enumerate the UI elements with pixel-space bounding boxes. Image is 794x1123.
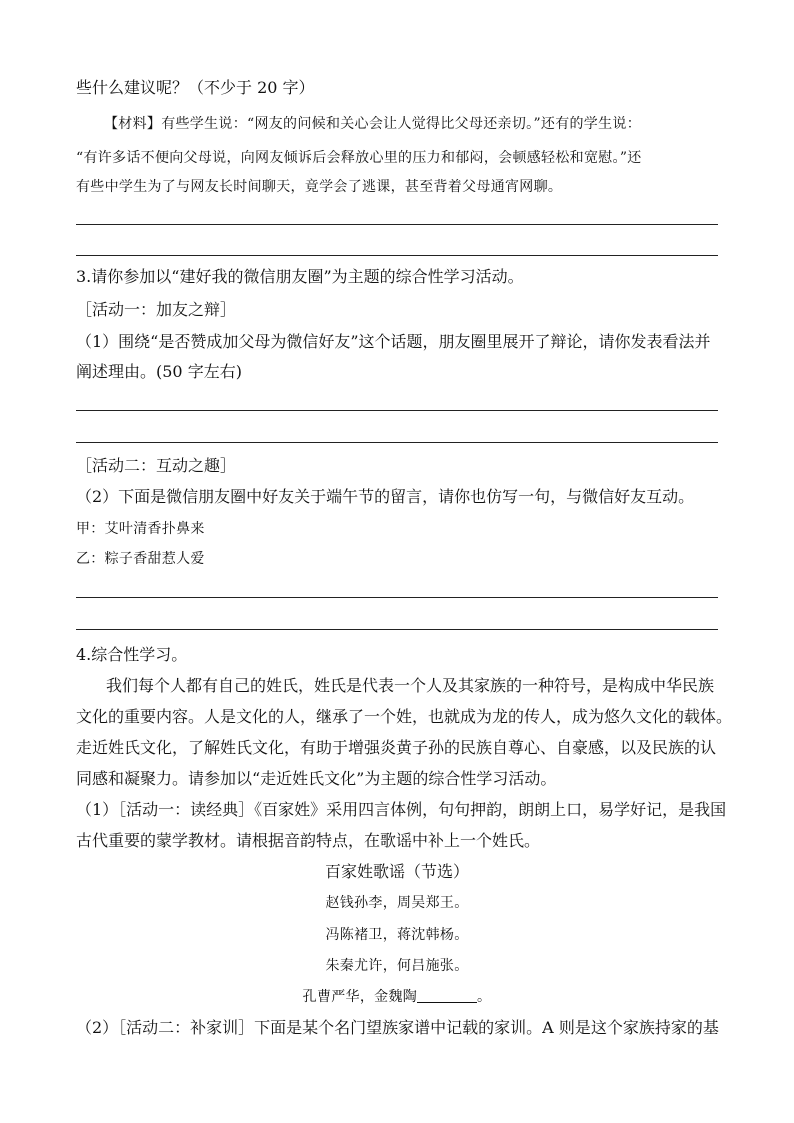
q3-activity-2-heading: ［活动二：互动之趣］	[76, 456, 237, 475]
q3-item-2: （2）下面是微信朋友圈中好友关于端午节的留言，请你也仿写一句，与微信好友互动。	[76, 487, 695, 506]
q4-paragraph-line-2: 文化的重要内容。人是文化的人，继承了一个姓，也就成为龙的传人，成为悠久文化的载体。	[76, 707, 733, 726]
poem-line-3: 朱秦尤许，何吕施张。	[325, 958, 469, 974]
answer-line[interactable]	[76, 629, 718, 630]
q4-paragraph-line-1: 我们每个人都有自己的姓氏，姓氏是代表一个人及其家族的一种符号，是构成中华民族	[106, 676, 715, 695]
answer-line[interactable]	[76, 255, 718, 256]
poem-line-4-text: 孔曹严华，金魏陶	[302, 989, 418, 1005]
fill-in-blank[interactable]	[417, 988, 477, 1003]
q3-title: 3.请你参加以“建好我的微信朋友圈”为主题的综合性学习活动。	[76, 267, 524, 286]
q4-paragraph-line-3: 走近姓氏文化，了解姓氏文化，有助于增强炎黄子孙的民族自尊心、自豪感，以及民族的认	[76, 738, 717, 757]
q3-activity-1-heading: ［活动一：加友之辩］	[76, 300, 237, 319]
q2-material-line-1: 【材料】有些学生说：“网友的问候和关心会让人觉得比父母还亲切。”还有的学生说：	[104, 116, 642, 132]
q4-title: 4.综合性学习。	[76, 645, 188, 664]
q3-message-yi: 乙：粽子香甜惹人爱	[76, 551, 205, 567]
poem-title: 百家姓歌谣（节选）	[324, 862, 469, 881]
q4-item-2: （2）［活动二：补家训］下面是某个名门望族家谱中记载的家训。A 则是这个家族持家的基	[76, 1018, 719, 1037]
q4-paragraph-line-4: 同感和凝聚力。请参加以“走近姓氏文化”为主题的综合性学习活动。	[76, 769, 557, 788]
q2-material-line-3: 有些中学生为了与网友长时间聊天，竟学会了逃课，甚至背着父母通宵网聊。	[76, 179, 563, 195]
q3-item-1-line-1: （1）围绕“是否赞成加父母为微信好友”这个话题，朋友圈里展开了辩论，请你发表看法并	[76, 332, 711, 351]
answer-line[interactable]	[76, 442, 718, 443]
answer-line[interactable]	[76, 410, 718, 411]
q4-item-1-line-1: （1）［活动一：读经典］《百家姓》采用四言体例，句句押韵，朗朗上口，易学好记，是我国	[76, 800, 727, 819]
q2-prompt-end: 些什么建议呢？（不少于 20 字）	[76, 78, 315, 97]
q4-item-1-line-2: 古代重要的蒙学教材。请根据音韵特点，在歌谣中补上一个姓氏。	[76, 831, 541, 850]
poem-line-2: 冯陈褚卫，蒋沈韩杨。	[325, 927, 469, 943]
q3-message-jia: 甲：艾叶清香扑鼻来	[76, 521, 205, 537]
answer-line[interactable]	[76, 597, 718, 598]
poem-line-4-end: 。	[477, 989, 492, 1005]
answer-line[interactable]	[76, 224, 718, 225]
poem-line-4	[0, 987, 794, 1007]
q2-material-line-2: “有许多话不便向父母说，向网友倾诉后会释放心里的压力和郁闷，会顿感轻松和宽慰。”还	[76, 150, 642, 166]
q3-item-1-line-2: 阐述理由。(50 字左右)	[76, 362, 242, 381]
poem-line-1: 赵钱孙李，周吴郑王。	[325, 895, 469, 911]
